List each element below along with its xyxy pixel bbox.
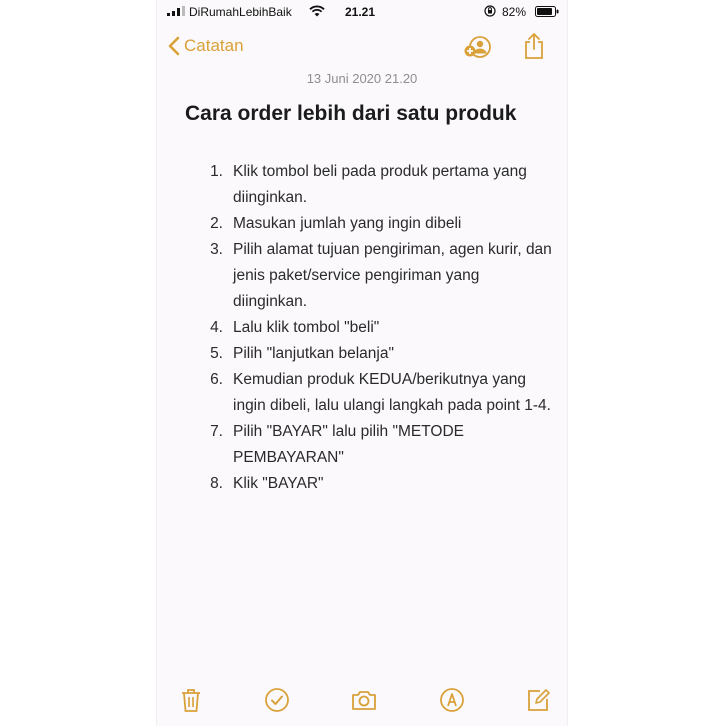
list-item-text: Pilih alamat tujuan pengiriman, agen kurir, dan jenis paket/service pengiriman yang diinginkan. <box>233 241 552 310</box>
add-people-icon[interactable] <box>463 35 491 59</box>
notes-screen <box>157 0 567 726</box>
list-item-number: 6. <box>210 371 223 388</box>
compose-icon <box>524 686 552 714</box>
rotation-lock-icon <box>484 5 496 17</box>
checklist-icon <box>263 686 291 714</box>
list-item-number: 8. <box>210 475 223 492</box>
note-list[interactable] <box>193 159 553 497</box>
list-item-number: 7. <box>210 423 223 440</box>
back-button[interactable] <box>167 32 244 60</box>
list-item <box>193 341 553 367</box>
list-item-text: Klik "BAYAR" <box>233 475 324 492</box>
camera-button[interactable] <box>350 686 378 714</box>
wifi-icon <box>309 5 325 17</box>
list-item-number: 5. <box>210 345 223 362</box>
bottom-toolbar <box>157 682 567 718</box>
list-item <box>193 159 553 211</box>
checklist-button[interactable] <box>263 686 291 714</box>
list-item <box>193 237 553 315</box>
list-item-number: 3. <box>210 241 223 258</box>
list-item-text: Lalu klik tombol "beli" <box>233 319 380 336</box>
list-item <box>193 211 553 237</box>
signal-bars-icon <box>167 6 185 16</box>
list-item-text: Pilih "lanjutkan belanja" <box>233 345 394 362</box>
list-item <box>193 315 553 341</box>
list-item-text: Kemudian produk KEDUA/berikutnya yang ingin dibeli, lalu ulangi langkah pada point 1-4. <box>233 371 551 414</box>
status-time: 21.21 <box>345 5 376 19</box>
list-item-text: Klik tombol beli pada produk pertama yang diinginkan. <box>233 163 527 206</box>
battery-percent: 82% <box>502 5 527 19</box>
note-title[interactable]: Cara order lebih dari satu produk <box>185 102 517 125</box>
status-bar <box>157 0 567 24</box>
carrier-name: DiRumahLebihBaik <box>189 5 292 19</box>
battery-icon <box>535 6 559 17</box>
chevron-left-icon <box>167 36 181 56</box>
list-item-text: Pilih "BAYAR" lalu pilih "METODE PEMBAYARAN" <box>233 423 464 466</box>
list-item <box>193 367 553 419</box>
camera-icon <box>350 686 378 714</box>
list-item-text: Masukan jumlah yang ingin dibeli <box>233 215 462 232</box>
list-item-number: 2. <box>210 215 223 232</box>
list-item-number: 4. <box>210 319 223 336</box>
markup-icon <box>438 686 466 714</box>
compose-button[interactable] <box>524 686 552 714</box>
list-item <box>193 471 553 497</box>
nav-bar <box>157 28 567 64</box>
note-date: 13 Juni 2020 21.20 <box>306 71 418 86</box>
list-item-number: 1. <box>210 163 223 180</box>
trash-icon <box>177 686 205 714</box>
markup-button[interactable] <box>438 686 466 714</box>
list-item <box>193 419 553 471</box>
back-label: Catatan <box>184 36 244 55</box>
trash-button[interactable] <box>177 686 205 714</box>
share-icon[interactable] <box>523 32 545 60</box>
